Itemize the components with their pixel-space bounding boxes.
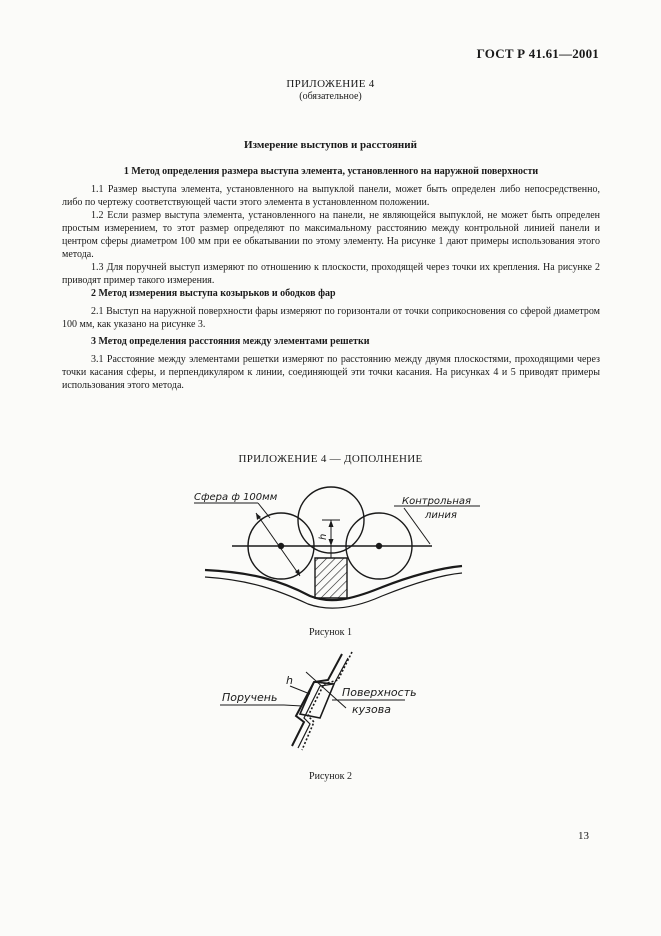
sphere-center-right	[376, 543, 382, 549]
handrail-leader	[284, 705, 302, 706]
paragraph-3-1: 3.1 Расстояние между элементами решетки измеряют по расстоянию между двумя плоскостями, проходящими через точки касания сферы, и перпендикуляром к линии, соединяющей эти точки касания. На рисунках 4 и 5 приводят примеры использования этого метода.	[62, 354, 600, 391]
standard-number: ГОСТ Р 41.61—2001	[476, 46, 599, 61]
supplement-title: ПРИЛОЖЕНИЕ 4 — ДОПОЛНЕНИЕ	[238, 453, 423, 465]
section-1-heading: 1 Метод определения размера выступа элемента, установленного на наружной поверхности	[123, 166, 539, 177]
section-2-heading: 2 Метод измерения выступа козырьков и ободков фар	[91, 288, 336, 299]
surface-label-1: Поверхность	[342, 686, 417, 699]
h-arrow-top	[329, 520, 334, 527]
figure-2	[210, 650, 470, 755]
h-label: h	[286, 674, 293, 687]
section-3-heading: 3 Метод определения расстояния между элементами решетки	[91, 336, 370, 347]
diameter-dimension	[256, 513, 300, 576]
appendix-heading: Измерение выступов и расстояний	[244, 139, 417, 151]
appendix-title: ПРИЛОЖЕНИЕ 4	[286, 78, 375, 90]
paragraph-1-3: 1.3 Для поручней выступ измеряют по отношению к плоскости, проходящей через точки их крепления. На рисунке 2 приводят пример такого измерения.	[62, 262, 600, 286]
page-number: 13	[578, 830, 589, 842]
handrail-label: Поручень	[222, 691, 278, 704]
h-arrow-bottom	[329, 539, 334, 546]
figure-2-caption: Рисунок 2	[309, 771, 352, 782]
figure-1	[150, 480, 490, 620]
section-2	[62, 287, 600, 331]
section-1	[62, 165, 600, 287]
paragraph-2-1: 2.1 Выступ на наружной поверхности фары измеряют по горизонтали от точки соприкосновения со сферой диаметром 100 мм, как указано на рисунке 3.	[62, 306, 600, 330]
sphere-label: Сфера ф 100мм	[194, 492, 278, 503]
section-3	[62, 335, 600, 392]
paragraph-1-1: 1.1 Размер выступа элемента, установленного на выпуклой панели, может быть определен либо непосредственно, либо по чертежу соответствующей части этого элемента в установленном положении.	[62, 184, 600, 208]
sphere-leader	[258, 503, 270, 518]
h-label: h	[318, 533, 329, 540]
h-leader	[290, 686, 310, 694]
paragraph-1-2: 1.2 Если размер выступа элемента, установленного на панели, не являющейся выпуклой, не может быть определен простым измерением, то этот размер определяют по максимальному расстоянию между контрольной линией панели и центром сферы диаметром 100 мм при ее обкатывании по этому элементу. На рисунке 1 дают примеры использования этого метода.	[62, 210, 600, 260]
protruding-element	[315, 558, 347, 598]
figure-1-caption: Рисунок 1	[309, 627, 352, 638]
control-label-2: линия	[425, 510, 457, 521]
control-label-1: Контрольная	[402, 496, 472, 507]
surface-label-2: кузова	[352, 703, 391, 716]
appendix-status: (обязательное)	[299, 91, 362, 102]
